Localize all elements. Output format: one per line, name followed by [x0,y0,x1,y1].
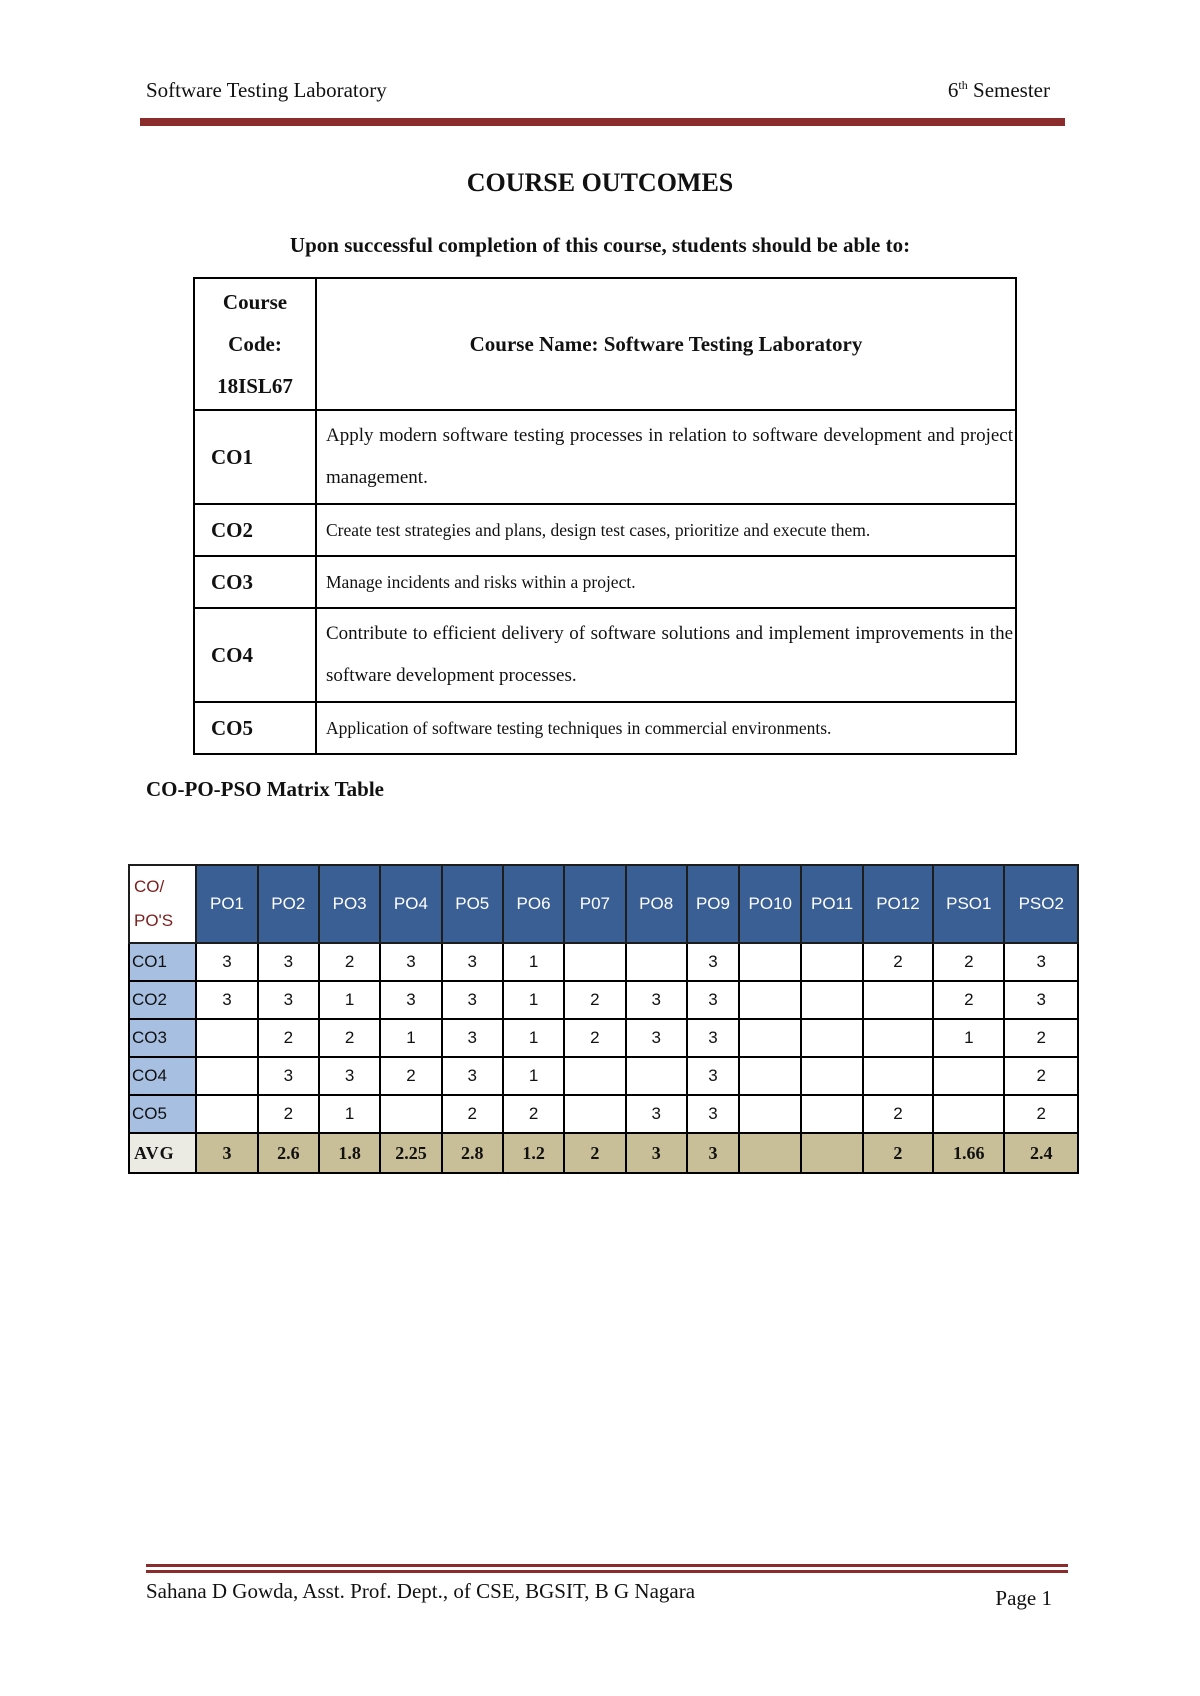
matrix-cell: 3 [319,1057,380,1095]
corner-line2: PO'S [134,911,174,930]
matrix-column-header: PO2 [258,865,319,943]
matrix-cell: 2 [564,1019,625,1057]
semester-number: 6 [947,78,959,102]
matrix-cell: 3 [687,981,739,1019]
course-name-cell: Course Name: Software Testing Laboratory [316,278,1016,410]
matrix-cell: 3 [196,1133,257,1173]
matrix-cell: 3 [687,943,739,981]
outcome-description: Create test strategies and plans, design test cases, prioritize and execute them. [316,504,1016,556]
matrix-average-row [129,1133,1078,1173]
course-outcomes-table [193,277,1017,755]
matrix-cell: 1.66 [933,1133,1004,1173]
matrix-cell: 3 [258,981,319,1019]
outcome-description: Manage incidents and risks within a project. [316,556,1016,608]
matrix-cell [739,981,801,1019]
matrix-cell: 2 [319,1019,380,1057]
matrix-cell [739,1057,801,1095]
matrix-cell: 2.6 [258,1133,319,1173]
matrix-cell: 3 [442,981,503,1019]
matrix-column-header: PO10 [739,865,801,943]
co-po-pso-matrix [128,864,1079,1174]
matrix-row-label: AVG [129,1133,196,1173]
matrix-cell: 3 [442,943,503,981]
matrix-cell [626,1057,687,1095]
course-header-row [194,278,1016,410]
outcome-row [194,410,1016,504]
matrix-cell: 1.8 [319,1133,380,1173]
matrix-row [129,1095,1078,1133]
course-code-line2: Code: [228,332,282,356]
matrix-column-header: PSO2 [1004,865,1078,943]
matrix-cell: 2.25 [380,1133,441,1173]
matrix-corner-label [129,865,196,943]
matrix-column-header: PO9 [687,865,739,943]
matrix-cell [801,1019,862,1057]
matrix-cell [196,1057,257,1095]
matrix-column-header: PO8 [626,865,687,943]
matrix-cell: 2 [863,1133,933,1173]
matrix-column-header: PO11 [801,865,862,943]
matrix-cell: 3 [258,1057,319,1095]
matrix-cell: 2 [258,1019,319,1057]
header-rule [140,118,1065,126]
course-code-line3: 18ISL67 [217,374,293,398]
header-title: Software Testing Laboratory [146,78,387,102]
semester-word: Semester [967,78,1050,102]
outcome-description: Contribute to efficient delivery of software solutions and implement improvements in the software development processes. [316,608,1016,702]
matrix-cell [863,1057,933,1095]
matrix-cell: 3 [687,1019,739,1057]
matrix-cell: 2 [442,1095,503,1133]
matrix-column-header: PO1 [196,865,257,943]
matrix-cell: 2 [933,981,1004,1019]
matrix-cell: 3 [1004,943,1078,981]
matrix-cell: 3 [196,943,257,981]
outcome-row [194,556,1016,608]
matrix-cell [801,1095,862,1133]
matrix-cell: 3 [380,943,441,981]
matrix-cell: 3 [626,1133,687,1173]
footer-author: Sahana D Gowda, Asst. Prof. Dept., of CSE, BGSIT, B G Nagara [146,1579,696,1603]
course-code-cell [194,278,316,410]
matrix-cell [564,1057,625,1095]
matrix-cell: 2 [863,1095,933,1133]
matrix-cell: 1.2 [503,1133,564,1173]
matrix-cell: 3 [258,943,319,981]
matrix-cell [739,1019,801,1057]
matrix-cell: 2 [1004,1019,1078,1057]
matrix-cell: 1 [380,1019,441,1057]
matrix-cell [196,1019,257,1057]
matrix-cell: 2 [503,1095,564,1133]
matrix-cell [933,1095,1004,1133]
matrix-row [129,1019,1078,1057]
matrix-cell: 3 [687,1133,739,1173]
matrix-cell [863,1019,933,1057]
matrix-cell [739,1095,801,1133]
matrix-row-label: CO4 [129,1057,196,1095]
matrix-cell: 3 [1004,981,1078,1019]
outcome-row [194,504,1016,556]
page-title: COURSE OUTCOMES [466,168,734,197]
matrix-cell: 2 [564,981,625,1019]
matrix-cell [801,981,862,1019]
matrix-cell: 2.8 [442,1133,503,1173]
matrix-cell: 2 [380,1057,441,1095]
matrix-cell [863,981,933,1019]
matrix-cell: 2 [1004,1057,1078,1095]
matrix-column-header: PO3 [319,865,380,943]
matrix-cell: 2 [863,943,933,981]
matrix-column-header: PO6 [503,865,564,943]
matrix-cell: 3 [626,981,687,1019]
matrix-row [129,981,1078,1019]
matrix-cell [564,943,625,981]
matrix-cell: 3 [380,981,441,1019]
matrix-column-header: P07 [564,865,625,943]
matrix-row [129,943,1078,981]
matrix-column-header: PO4 [380,865,441,943]
matrix-cell [564,1095,625,1133]
footer-rule-top [146,1564,1068,1567]
matrix-cell: 3 [626,1095,687,1133]
matrix-title: CO-PO-PSO Matrix Table [146,777,384,801]
matrix-cell: 1 [319,981,380,1019]
matrix-cell: 1 [503,943,564,981]
matrix-cell: 1 [319,1095,380,1133]
matrix-row-label: CO2 [129,981,196,1019]
outcome-description: Apply modern software testing processes in relation to software development and project management. [316,410,1016,504]
matrix-cell: 2 [1004,1095,1078,1133]
footer-rule-bottom [146,1570,1068,1573]
matrix-cell [801,1133,862,1173]
matrix-cell: 3 [442,1019,503,1057]
outcome-id: CO2 [194,504,316,556]
header-semester [948,78,1050,103]
matrix-row [129,1057,1078,1095]
outcome-id: CO3 [194,556,316,608]
matrix-row-label: CO1 [129,943,196,981]
matrix-cell [739,1133,801,1173]
matrix-cell [739,943,801,981]
matrix-column-header: PO12 [863,865,933,943]
matrix-cell: 2 [564,1133,625,1173]
matrix-cell: 3 [626,1019,687,1057]
matrix-cell: 3 [442,1057,503,1095]
matrix-cell [196,1095,257,1133]
matrix-cell: 3 [196,981,257,1019]
outcome-id: CO1 [194,410,316,504]
course-code-line1: Course [222,290,288,314]
page-number: Page 1 [995,1586,1052,1610]
matrix-cell: 2 [319,943,380,981]
outcome-row [194,702,1016,754]
matrix-cell: 1 [503,1019,564,1057]
matrix-row-label: CO5 [129,1095,196,1133]
matrix-cell [380,1095,441,1133]
matrix-column-header: PO5 [442,865,503,943]
outcome-id: CO4 [194,608,316,702]
matrix-header-row [129,865,1078,943]
outcome-description: Application of software testing techniques in commercial environments. [316,702,1016,754]
outcome-id: CO5 [194,702,316,754]
matrix-cell [801,1057,862,1095]
matrix-cell: 2 [933,943,1004,981]
matrix-cell [626,943,687,981]
semester-suffix: th [958,78,968,92]
matrix-cell: 2.4 [1004,1133,1078,1173]
matrix-row-label: CO3 [129,1019,196,1057]
matrix-column-header: PSO1 [933,865,1004,943]
matrix-cell [933,1057,1004,1095]
page-subtitle: Upon successful completion of this course, students should be able to: [289,233,911,257]
matrix-cell: 3 [687,1057,739,1095]
matrix-cell: 1 [503,1057,564,1095]
matrix-cell: 1 [933,1019,1004,1057]
matrix-cell [801,943,862,981]
matrix-cell: 1 [503,981,564,1019]
matrix-cell: 3 [687,1095,739,1133]
outcome-row [194,608,1016,702]
matrix-cell: 2 [258,1095,319,1133]
corner-line1: CO/ [134,877,165,896]
